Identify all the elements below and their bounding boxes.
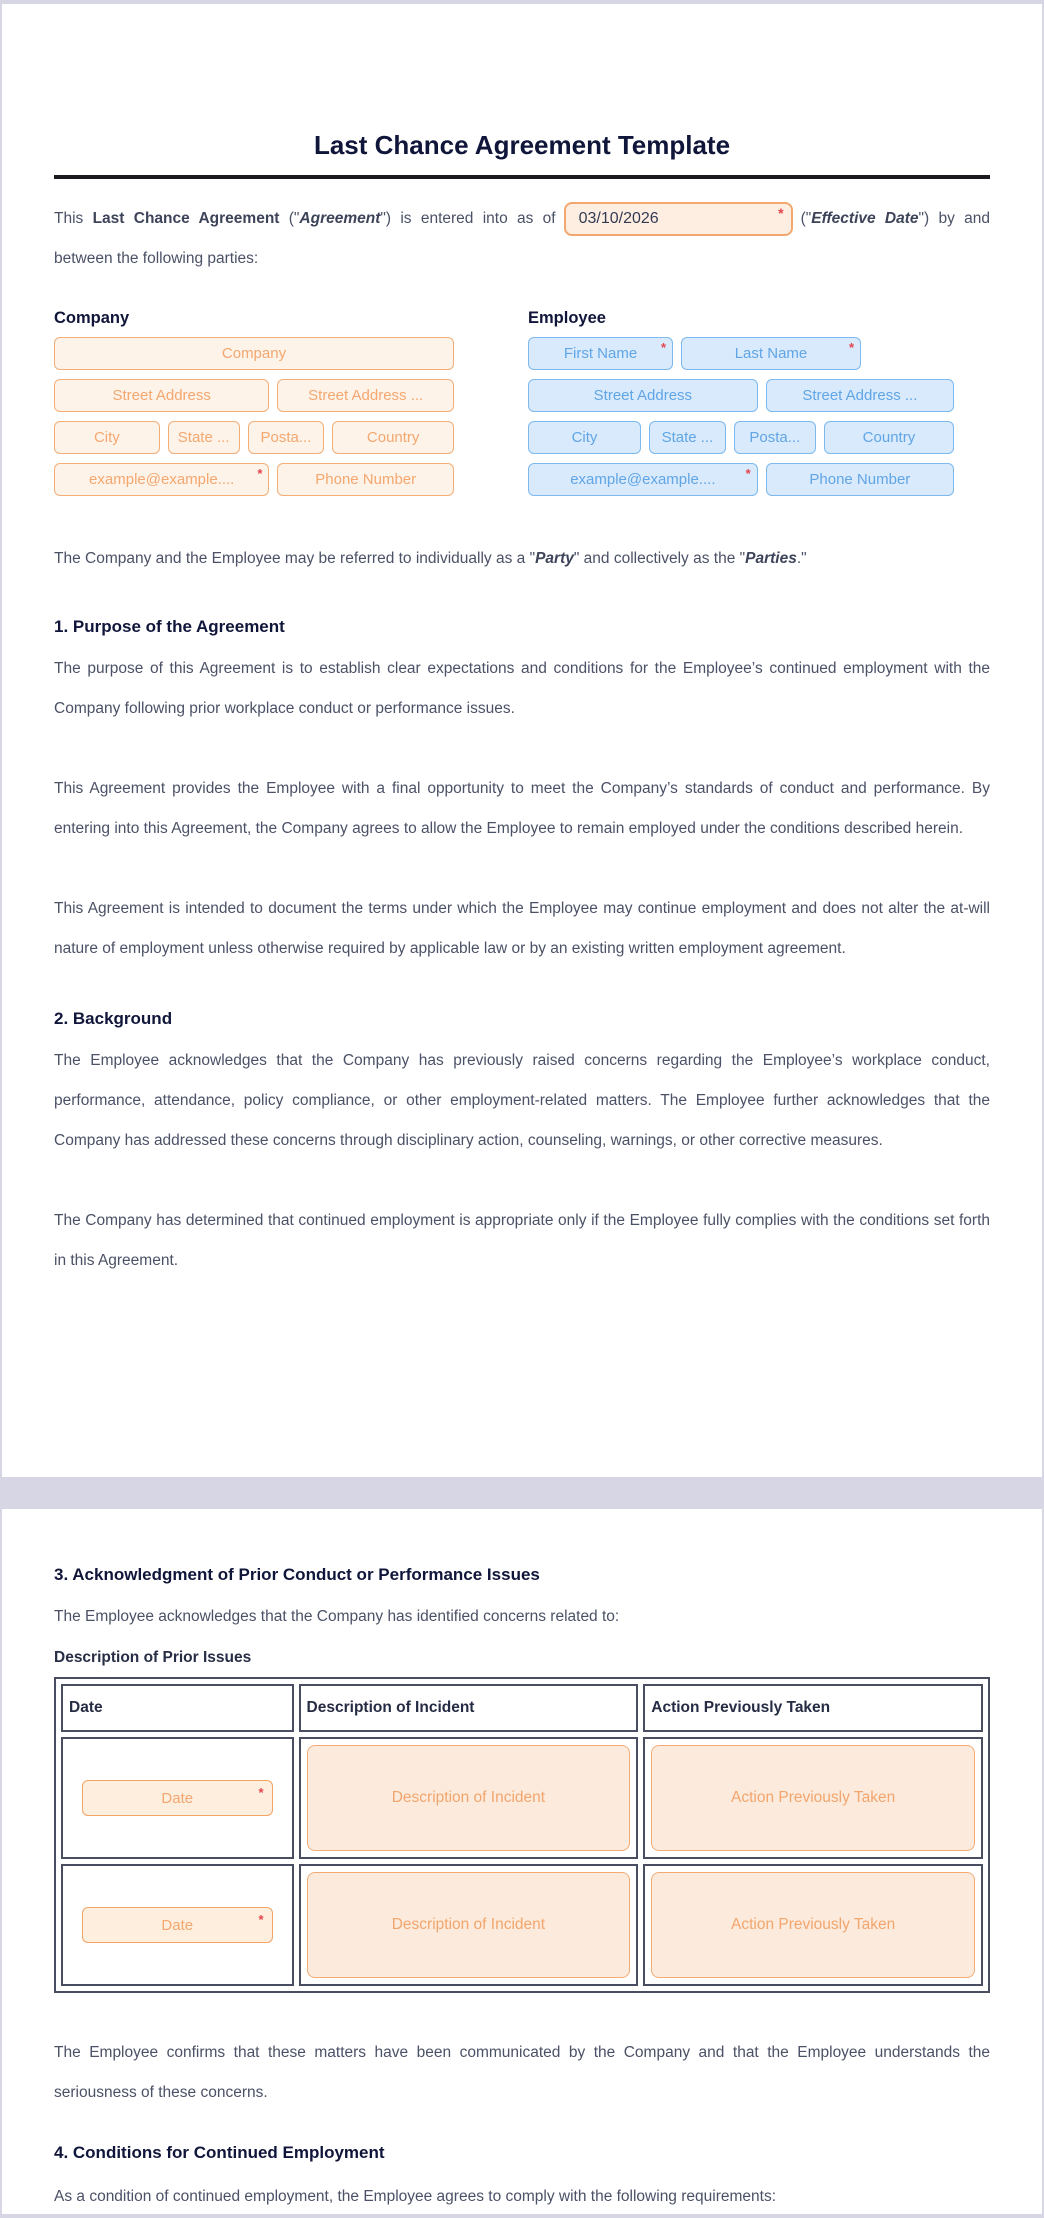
incident-cell: [299, 1864, 639, 1986]
employee-city-input[interactable]: City: [528, 421, 641, 454]
company-name-input[interactable]: Company: [54, 337, 454, 370]
intro-text: This: [54, 210, 93, 227]
action-taken-textarea[interactable]: Action Previously Taken: [651, 1745, 975, 1851]
company-postal-input[interactable]: Posta...: [248, 421, 325, 454]
title-divider: [54, 175, 990, 179]
page-break-gap: [0, 1477, 1044, 1509]
company-heading: Company: [54, 309, 130, 327]
intro-term-agreement: Agreement: [299, 210, 381, 227]
page-title: Last Chance Agreement Template: [313, 130, 731, 160]
incident-cell: [299, 1737, 639, 1859]
required-asterisk: *: [258, 1912, 264, 1927]
term-party: Party: [535, 550, 574, 567]
section-1-paragraph-2: This Agreement provides the Employee with a final opportunity to meet the Company’s standards of conduct and performance. By entering into this Agreement, the Company agrees to allow the Employee to remain employed under the conditions described herein.: [54, 780, 990, 837]
required-asterisk: *: [848, 340, 854, 355]
incident-description-textarea[interactable]: Description of Incident: [307, 1872, 631, 1978]
section-1-paragraph-3: This Agreement is intended to document the terms under which the Employee may continue employment and does not alter the at-will nature of employment unless otherwise required by applicable law or by an existing written employment agreement.: [54, 900, 990, 957]
required-asterisk: *: [257, 466, 263, 481]
term-parties: Parties: [745, 550, 797, 567]
employee-column: [528, 309, 954, 505]
action-cell: [643, 1864, 983, 1986]
incident-description-textarea[interactable]: Description of Incident: [307, 1745, 631, 1851]
section-2-heading: 2. Background: [54, 1009, 173, 1028]
parties-columns: [54, 309, 990, 505]
section-3-heading: 3. Acknowledgment of Prior Conduct or Performance Issues: [54, 1565, 540, 1584]
date-cell: [61, 1737, 294, 1859]
incident-date-input[interactable]: Date *: [82, 1907, 273, 1943]
prior-issues-table: [54, 1677, 990, 1993]
prior-issues-table-label: Description of Prior Issues: [54, 1649, 252, 1666]
company-city-input[interactable]: City: [54, 421, 160, 454]
column-header-incident: Description of Incident: [299, 1684, 639, 1732]
document-page-1: [2, 4, 1042, 1477]
document-page-2: [2, 1509, 1042, 2214]
effective-date-value: 03/10/2026: [578, 209, 659, 227]
action-cell: [643, 1737, 983, 1859]
incident-date-input[interactable]: Date *: [82, 1780, 273, 1816]
company-phone-input[interactable]: Phone Number: [277, 463, 454, 496]
column-header-action: Action Previously Taken: [643, 1684, 983, 1732]
company-street2-input[interactable]: Street Address ...: [277, 379, 454, 412]
table-row: [61, 1864, 983, 1986]
company-column: [54, 309, 454, 505]
company-state-input[interactable]: State ...: [168, 421, 240, 454]
intro-paragraph: This Last Chance Agreement ("Agreement") is entered into as of 03/10/2026 * ("Effective Date") by and between the following parties:: [54, 199, 990, 279]
intro-bold-agreement-name: Last Chance Agreement: [92, 210, 280, 227]
table-row: [61, 1737, 983, 1859]
employee-country-input[interactable]: Country: [824, 421, 954, 454]
effective-date-input[interactable]: [564, 202, 793, 236]
section-1-paragraph-1: The purpose of this Agreement is to establish clear expectations and conditions for the Employee’s continued employment with the Company following prior workplace conduct or performance issues.: [54, 660, 990, 717]
parties-paragraph: The Company and the Employee may be referred to individually as a "Party" and collectively as the "Parties.": [54, 550, 807, 567]
company-country-input[interactable]: Country: [332, 421, 454, 454]
employee-email-input[interactable]: example@example.... *: [528, 463, 758, 496]
section-2-paragraph-1: The Employee acknowledges that the Company has previously raised concerns regarding the Employee’s workplace conduct, performance, attendance, policy compliance, or other employment-related matters. The Employee further acknowledges that the Company has addressed these concerns through disciplinary action, counseling, warnings, or other corrective measures.: [54, 1052, 990, 1149]
employee-phone-input[interactable]: Phone Number: [766, 463, 954, 496]
section-2-paragraph-2: The Company has determined that continued employment is appropriate only if the Employee fully complies with the conditions set forth in this Agreement.: [54, 1212, 990, 1269]
employee-state-input[interactable]: State ...: [649, 421, 726, 454]
company-street1-input[interactable]: Street Address: [54, 379, 269, 412]
employee-first-name-input[interactable]: First Name *: [528, 337, 673, 370]
required-asterisk: *: [660, 340, 666, 355]
required-asterisk: *: [258, 1785, 264, 1800]
employee-street1-input[interactable]: Street Address: [528, 379, 758, 412]
employee-heading: Employee: [528, 309, 606, 327]
required-asterisk: *: [745, 466, 751, 481]
employee-street2-input[interactable]: Street Address ...: [766, 379, 954, 412]
intro-term-effective-date: Effective Date: [811, 210, 919, 227]
section-3-confirm-paragraph: The Employee confirms that these matters have been communicated by the Company and that the Employee understands the seriousness of these concerns.: [54, 2044, 990, 2101]
section-4-intro: As a condition of continued employment, the Employee agrees to comply with the following requirements:: [54, 2188, 776, 2205]
table-header-row: [61, 1684, 983, 1732]
section-1-heading: 1. Purpose of the Agreement: [54, 617, 285, 636]
column-header-date: Date: [61, 1684, 294, 1732]
employee-last-name-input[interactable]: Last Name *: [681, 337, 861, 370]
required-asterisk: *: [778, 204, 784, 221]
section-4-heading: 4. Conditions for Continued Employment: [54, 2143, 385, 2162]
action-taken-textarea[interactable]: Action Previously Taken: [651, 1872, 975, 1978]
company-email-input[interactable]: example@example.... *: [54, 463, 269, 496]
employee-postal-input[interactable]: Posta...: [734, 421, 816, 454]
date-cell: [61, 1864, 294, 1986]
section-3-intro: The Employee acknowledges that the Company has identified concerns related to:: [54, 1608, 620, 1625]
